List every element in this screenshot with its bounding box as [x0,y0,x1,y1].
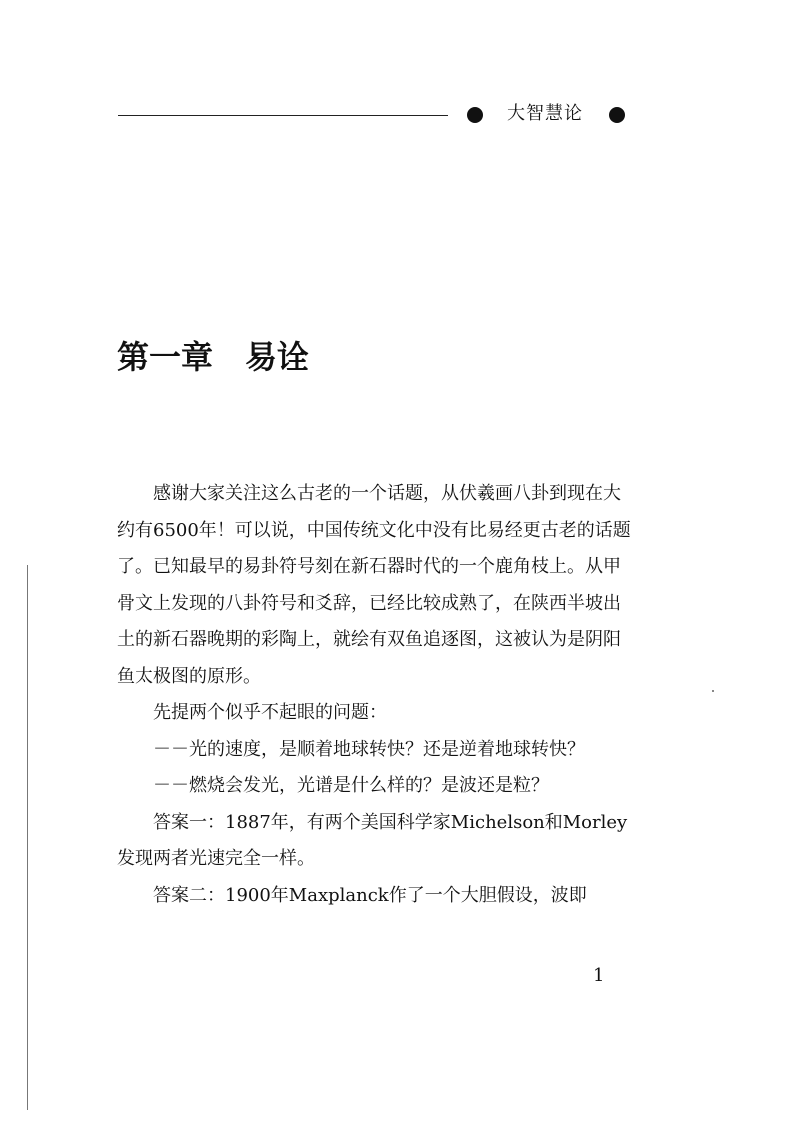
paragraph: 答案二：1900年Maxplanck作了一个大胆假设，波即 [153,884,587,906]
running-header [118,101,630,127]
page-margin-line [27,565,28,1110]
paragraph: －－光的速度，是顺着地球转快？还是逆着地球转快？ [153,738,585,760]
body-text [117,476,631,914]
paragraph: 感谢大家关注这么古老的一个话题，从伏羲画八卦到现在大约有6500年！可以说，中国传统文化中没有比易经更古老的话题了。已知最早的易卦符号刻在新石器时代的一个鹿角枝上。从甲骨文上发现的八卦符号和爻辞，已经比较成熟了，在陕西半坡出土的新石器晚期的彩陶上，就绘有双鱼追逐图，这被认为是阴阳鱼太极图的原形。 [117,483,631,687]
paragraph: 答案一：1887年，有两个美国科学家Michelson和Morley发现两者光速完全一样。 [117,811,628,869]
paragraph: 先提两个似乎不起眼的问题： [153,702,387,723]
bullet-icon [609,107,625,123]
running-header-title: 大智慧论 [507,103,583,124]
scan-speck [712,690,714,692]
chapter-title: 第一章 易诠 [117,338,310,376]
page-number: 1 [593,965,605,986]
paragraph: －－燃烧会发光，光谱是什么样的？是波还是粒？ [153,775,549,796]
header-rule [118,115,448,116]
bullet-icon [467,107,483,123]
